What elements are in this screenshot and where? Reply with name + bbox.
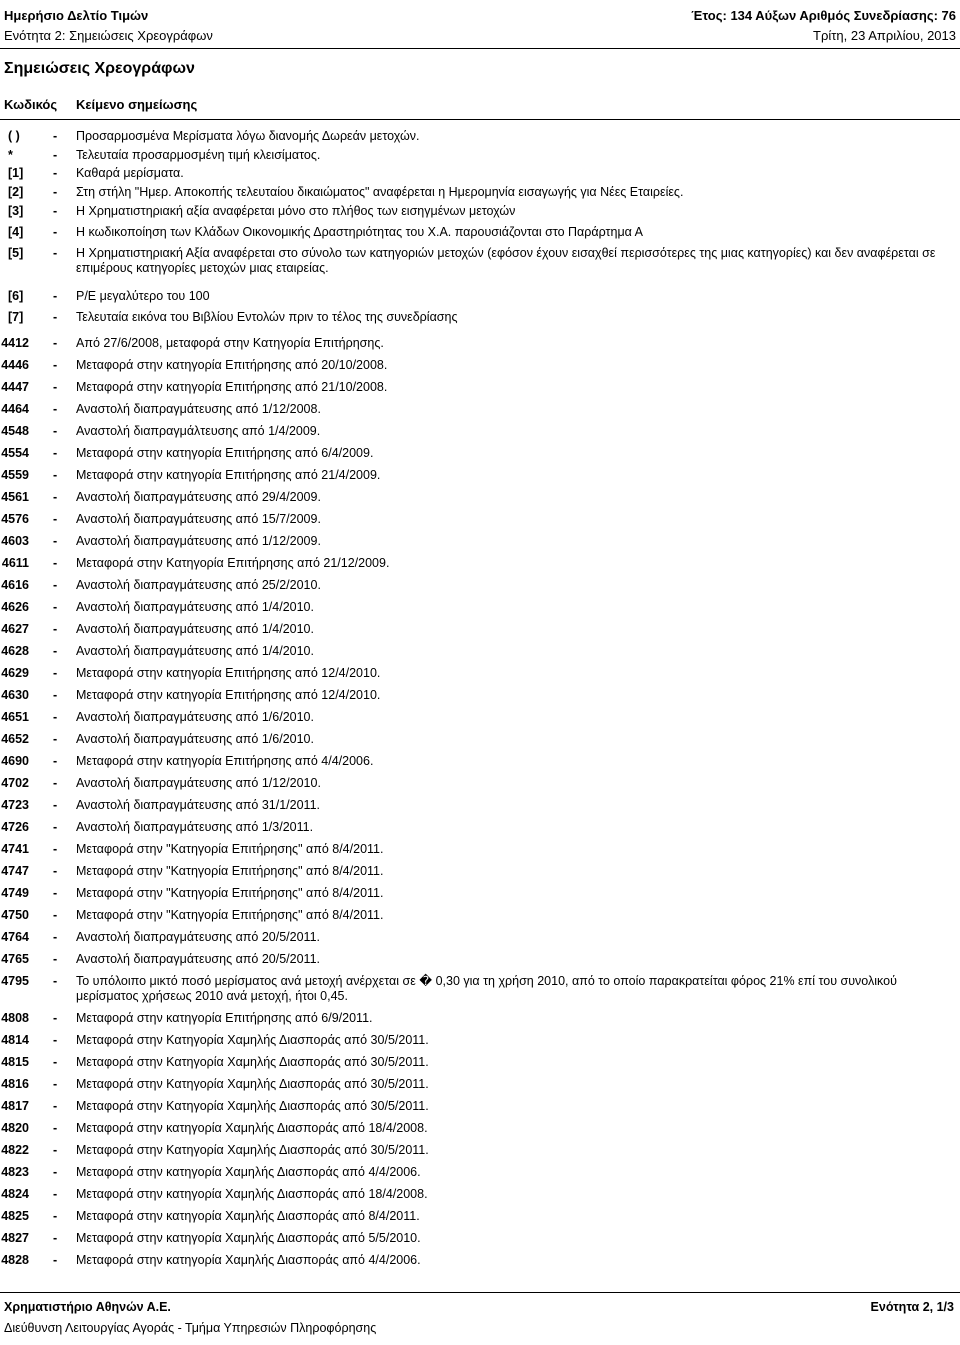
code-note-row — [0, 1033, 960, 1048]
note-text: Μεταφορά στην Κατηγορία Επιτήρησης από 21/12/2009. — [76, 556, 390, 570]
code-note-row — [0, 1231, 960, 1246]
note-code: [2] — [8, 185, 24, 199]
symbol-note-row — [0, 246, 960, 276]
note-separator: - — [53, 930, 58, 944]
note-text: Ρ/Ε μεγαλύτερο του 100 — [76, 289, 210, 303]
note-text: Από 27/6/2008, μεταφορά στην Κατηγορία Επιτήρησης. — [76, 336, 384, 350]
note-separator: - — [53, 908, 58, 922]
code-note-row — [0, 534, 960, 549]
note-separator: - — [53, 754, 58, 768]
note-separator: - — [53, 1165, 58, 1179]
code-note-row — [0, 754, 960, 769]
note-code: ( ) — [8, 129, 20, 143]
note-code: 4576 — [1, 512, 29, 526]
note-text: Μεταφορά στην "Κατηγορία Επιτήρησης" από 8/4/2011. — [76, 908, 384, 922]
note-code: 4446 — [1, 358, 29, 372]
note-separator: - — [53, 556, 58, 570]
note-code: 4554 — [1, 446, 29, 460]
code-note-row — [0, 732, 960, 747]
note-code: 4628 — [1, 644, 29, 658]
symbol-note-row — [0, 185, 960, 200]
column-header-divider — [0, 119, 960, 120]
note-code: 4627 — [1, 622, 29, 636]
note-separator: - — [53, 166, 58, 180]
code-note-row — [0, 644, 960, 659]
column-header-code: Κωδικός — [4, 97, 58, 112]
code-note-row — [0, 930, 960, 945]
note-text: Αναστολή διαπραγμάλτευσης από 1/4/2009. — [76, 424, 321, 438]
note-code: 4616 — [1, 578, 29, 592]
note-code: 4626 — [1, 600, 29, 614]
footer-department: Διεύθυνση Λειτουργίας Αγοράς - Τμήμα Υπηρεσιών Πληροφόρησης — [4, 1321, 377, 1335]
note-text: Αναστολή διαπραγμάτευσης από 1/3/2011. — [76, 820, 314, 834]
note-text: Μεταφορά στην κατηγορία Επιτήρησης από 12/4/2010. — [76, 688, 381, 702]
note-code: 4749 — [1, 886, 29, 900]
note-text: Η κωδικοποίηση των Κλάδων Οικονομικής Δραστηριότητας του Χ.Α. παρουσιάζονται στο Παράρτημα Α — [76, 225, 643, 239]
note-separator: - — [53, 842, 58, 856]
header-date: Τρίτη, 23 Απριλίου, 2013 — [813, 28, 956, 43]
note-separator: - — [53, 1187, 58, 1201]
header-divider — [0, 48, 960, 49]
note-separator: - — [53, 1077, 58, 1091]
code-note-row — [0, 1187, 960, 1202]
note-separator: - — [53, 246, 58, 260]
note-separator: - — [53, 1121, 58, 1135]
note-separator: - — [53, 446, 58, 460]
note-separator: - — [53, 1055, 58, 1069]
code-note-row — [0, 776, 960, 791]
symbol-note-row — [0, 310, 960, 325]
note-code: 4559 — [1, 468, 29, 482]
note-separator: - — [53, 952, 58, 966]
note-text: Μεταφορά στην κατηγορία Επιτήρησης από 6/4/2009. — [76, 446, 374, 460]
note-text: Μεταφορά στην κατηγορία Επιτήρησης από 12/4/2010. — [76, 666, 381, 680]
note-separator: - — [53, 310, 58, 324]
code-note-row — [0, 1121, 960, 1136]
header-section-subtitle: Ενότητα 2: Σημειώσεις Χρεογράφων — [4, 28, 213, 43]
note-text: Μεταφορά στην "Κατηγορία Επιτήρησης" από 8/4/2011. — [76, 886, 384, 900]
note-code: 4750 — [1, 908, 29, 922]
note-separator: - — [53, 1209, 58, 1223]
code-note-row — [0, 666, 960, 681]
note-code: 4823 — [1, 1165, 29, 1179]
code-note-row — [0, 468, 960, 483]
note-separator: - — [53, 798, 58, 812]
code-note-row — [0, 622, 960, 637]
header-publication-title: Ημερήσιο Δελτίο Τιμών — [4, 8, 149, 23]
code-note-row — [0, 1077, 960, 1092]
note-text: Μεταφορά στην κατηγορία Χαμηλής Διασποράς από 18/4/2008. — [76, 1187, 428, 1201]
note-separator: - — [53, 578, 58, 592]
note-code: 4795 — [1, 974, 29, 988]
note-separator: - — [53, 380, 58, 394]
note-text: Μεταφορά στην κατηγορία Επιτήρησης από 20/10/2008. — [76, 358, 388, 372]
note-separator: - — [53, 622, 58, 636]
note-text: Μεταφορά στην κατηγορία Επιτήρησης από 6/9/2011. — [76, 1011, 373, 1025]
note-text: Το υπόλοιπο μικτό ποσό μερίσματος ανά μετοχή ανέρχεται σε � 0,30 για τη χρήση 2010, από το οποίο παρακρατείται φόρος 21% επί του συνολικού μερίσματος χρήσεως 2010 ανά μετοχή, ήτοι 0,45. — [76, 974, 897, 1003]
code-note-row — [0, 1253, 960, 1268]
note-text: Μεταφορά στην κατηγορία Επιτήρησης από 4/4/2006. — [76, 754, 374, 768]
code-note-row — [0, 336, 960, 351]
note-code: 4765 — [1, 952, 29, 966]
note-text: Μεταφορά στην Κατηγορία Χαμηλής Διασποράς από 30/5/2011. — [76, 1077, 429, 1091]
note-separator: - — [53, 864, 58, 878]
note-separator: - — [53, 490, 58, 504]
note-separator: - — [53, 820, 58, 834]
note-text: Μεταφορά στην κατηγορία Χαμηλής Διασποράς από 18/4/2008. — [76, 1121, 428, 1135]
symbol-note-row — [0, 204, 960, 219]
code-note-row — [0, 952, 960, 967]
note-text: Μεταφορά στην κατηγορία Επιτήρησης από 21/10/2008. — [76, 380, 388, 394]
note-text: Καθαρά μερίσματα. — [76, 166, 184, 180]
note-separator: - — [53, 534, 58, 548]
code-note-row — [0, 908, 960, 923]
note-code: 4611 — [1, 556, 29, 570]
note-code: 4702 — [1, 776, 29, 790]
note-separator: - — [53, 148, 58, 162]
note-code: 4447 — [1, 380, 29, 394]
code-note-row — [0, 688, 960, 703]
note-code: 4652 — [1, 732, 29, 746]
note-separator: - — [53, 336, 58, 350]
note-code: 4814 — [1, 1033, 29, 1047]
note-text: Μεταφορά στην κατηγορία Επιτήρησης από 21/4/2009. — [76, 468, 381, 482]
note-code: [4] — [8, 225, 24, 239]
note-code: 4827 — [1, 1231, 29, 1245]
note-code: 4764 — [1, 930, 29, 944]
symbol-note-row — [0, 129, 960, 144]
note-text: Αναστολή διαπραγμάτευσης από 1/4/2010. — [76, 600, 314, 614]
symbol-note-row — [0, 166, 960, 181]
note-separator: - — [53, 1099, 58, 1113]
note-separator: - — [53, 974, 58, 988]
footer-divider — [0, 1292, 960, 1293]
note-text: Μεταφορά στην κατηγορία Χαμηλής Διασποράς από 4/4/2006. — [76, 1165, 421, 1179]
note-code: 4629 — [1, 666, 29, 680]
note-code: 4817 — [1, 1099, 29, 1113]
note-text: Αναστολή διαπραγμάτευσης από 1/6/2010. — [76, 732, 314, 746]
footer-section-page: Ενότητα 2, 1/3 — [870, 1300, 954, 1314]
code-note-row — [0, 380, 960, 395]
note-code: [6] — [8, 289, 24, 303]
note-separator: - — [53, 225, 58, 239]
header-year-session: Έτος: 134 Αύξων Αριθμός Συνεδρίασης: 76 — [691, 8, 956, 23]
note-text: Μεταφορά στην κατηγορία Χαμηλής Διασποράς από 4/4/2006. — [76, 1253, 421, 1267]
note-text: Αναστολή διαπραγμάτευσης από 25/2/2010. — [76, 578, 321, 592]
note-separator: - — [53, 468, 58, 482]
note-separator: - — [53, 1231, 58, 1245]
note-text: Μεταφορά στην κατηγορία Χαμηλής Διασποράς από 8/4/2011. — [76, 1209, 420, 1223]
symbol-note-row — [0, 225, 960, 240]
note-code: 4815 — [1, 1055, 29, 1069]
note-separator: - — [53, 666, 58, 680]
note-text: Μεταφορά στην Κατηγορία Χαμηλής Διασποράς από 30/5/2011. — [76, 1099, 429, 1113]
note-text: Μεταφορά στην "Κατηγορία Επιτήρησης" από 8/4/2011. — [76, 864, 384, 878]
note-separator: - — [53, 204, 58, 218]
note-separator: - — [53, 710, 58, 724]
note-separator: - — [53, 776, 58, 790]
note-code: [5] — [8, 246, 24, 260]
note-separator: - — [53, 644, 58, 658]
note-separator: - — [53, 185, 58, 199]
code-note-row — [0, 1143, 960, 1158]
code-note-row — [0, 446, 960, 461]
note-text: Προσαρμοσμένα Μερίσματα λόγω διανομής Δωρεάν μετοχών. — [76, 129, 420, 143]
code-note-row — [0, 424, 960, 439]
code-note-row — [0, 974, 960, 1004]
note-text: Αναστολή διαπραγμάτευσης από 1/6/2010. — [76, 710, 314, 724]
note-text: Αναστολή διαπραγμάτευσης από 1/4/2010. — [76, 622, 314, 636]
note-code: 4828 — [1, 1253, 29, 1267]
code-note-row — [0, 1099, 960, 1114]
code-note-row — [0, 710, 960, 725]
code-note-row — [0, 842, 960, 857]
note-text: Αναστολή διαπραγμάτευσης από 29/4/2009. — [76, 490, 321, 504]
note-separator: - — [53, 1253, 58, 1267]
note-text: Μεταφορά στην κατηγορία Χαμηλής Διασποράς από 5/5/2010. — [76, 1231, 421, 1245]
note-text: Αναστολή διαπραγμάτευσης από 1/12/2009. — [76, 534, 321, 548]
note-text: Μεταφορά στην Κατηγορία Χαμηλής Διασποράς από 30/5/2011. — [76, 1055, 429, 1069]
note-separator: - — [53, 358, 58, 372]
code-note-row — [0, 402, 960, 417]
note-separator: - — [53, 129, 58, 143]
note-text: Αναστολή διαπραγμάτευσης από 1/12/2010. — [76, 776, 321, 790]
code-note-row — [0, 1209, 960, 1224]
code-note-row — [0, 886, 960, 901]
symbol-note-row — [0, 289, 960, 304]
note-code: 4824 — [1, 1187, 29, 1201]
code-note-row — [0, 600, 960, 615]
note-code: 4820 — [1, 1121, 29, 1135]
note-separator: - — [53, 289, 58, 303]
symbol-note-row — [0, 148, 960, 163]
note-text: Μεταφορά στην Κατηγορία Χαμηλής Διασποράς από 30/5/2011. — [76, 1143, 429, 1157]
note-code: [7] — [8, 310, 24, 324]
code-note-row — [0, 512, 960, 527]
note-text: Μεταφορά στην "Κατηγορία Επιτήρησης" από 8/4/2011. — [76, 842, 384, 856]
column-header-text: Κείμενο σημείωσης — [76, 97, 198, 112]
note-separator: - — [53, 1011, 58, 1025]
code-note-row — [0, 358, 960, 373]
note-code: 4808 — [1, 1011, 29, 1025]
note-code: 4825 — [1, 1209, 29, 1223]
notes-list — [0, 129, 960, 1275]
note-text: Τελευταία εικόνα του Βιβλίου Εντολών πριν το τέλος της συνεδρίασης — [76, 310, 458, 324]
note-text: Αναστολή διαπραγμάτευσης από 15/7/2009. — [76, 512, 321, 526]
note-text: Τελευταία προσαρμοσμένη τιμή κλεισίματος. — [76, 148, 321, 162]
code-note-row — [0, 490, 960, 505]
note-text: Η Χρηματιστηριακή Αξία αναφέρεται στο σύνολο των κατηγοριών μετοχών (εφόσον έχουν εισαχθεί περισσότερες της μιας κατηγορίες) και δεν αναφέρεται σε επιμέρους κατηγορίες μετοχών μιας εταιρείας. — [76, 246, 936, 275]
note-code: 4651 — [1, 710, 29, 724]
note-text: Αναστολή διαπραγμάτευσης από 1/4/2010. — [76, 644, 314, 658]
note-separator: - — [53, 600, 58, 614]
code-note-row — [0, 798, 960, 813]
code-note-row — [0, 820, 960, 835]
note-text: Αναστολή διαπραγμάτευσης από 31/1/2011. — [76, 798, 320, 812]
code-note-row — [0, 1165, 960, 1180]
code-note-row — [0, 578, 960, 593]
note-code: 4723 — [1, 798, 29, 812]
note-separator: - — [53, 732, 58, 746]
note-code: 4603 — [1, 534, 29, 548]
note-code: 4822 — [1, 1143, 29, 1157]
note-code: * — [8, 148, 13, 162]
note-code: 4464 — [1, 402, 29, 416]
code-note-row — [0, 1011, 960, 1026]
footer-organization: Χρηματιστήριο Αθηνών Α.Ε. — [4, 1300, 171, 1314]
note-separator: - — [53, 402, 58, 416]
code-note-row — [0, 864, 960, 879]
note-code: 4726 — [1, 820, 29, 834]
note-separator: - — [53, 424, 58, 438]
note-code: 4690 — [1, 754, 29, 768]
note-separator: - — [53, 1033, 58, 1047]
code-note-row — [0, 556, 960, 571]
note-text: Αναστολή διαπραγμάτευσης από 1/12/2008. — [76, 402, 321, 416]
note-text: Η Χρηματιστηριακή αξία αναφέρεται μόνο στο πλήθος των εισηγμένων μετοχών — [76, 204, 516, 218]
note-separator: - — [53, 1143, 58, 1157]
code-note-row — [0, 1055, 960, 1070]
note-separator: - — [53, 688, 58, 702]
note-separator: - — [53, 512, 58, 526]
note-code: 4630 — [1, 688, 29, 702]
note-code: 4747 — [1, 864, 29, 878]
note-code: [1] — [8, 166, 24, 180]
note-code: 4816 — [1, 1077, 29, 1091]
note-text: Αναστολή διαπραγμάτευσης από 20/5/2011. — [76, 952, 320, 966]
note-code: [3] — [8, 204, 24, 218]
note-text: Αναστολή διαπραγμάτευσης από 20/5/2011. — [76, 930, 320, 944]
page-title: Σημειώσεις Χρεογράφων — [4, 60, 195, 77]
note-text: Στη στήλη "Ημερ. Αποκοπής τελευταίου δικαιώματος" αναφέρεται η Ημερομηνία εισαγωγής για Νέες Εταιρείες. — [76, 185, 684, 199]
note-code: 4548 — [1, 424, 29, 438]
note-code: 4412 — [1, 336, 29, 350]
note-code: 4741 — [1, 842, 29, 856]
note-code: 4561 — [1, 490, 29, 504]
note-text: Μεταφορά στην Κατηγορία Χαμηλής Διασποράς από 30/5/2011. — [76, 1033, 429, 1047]
note-separator: - — [53, 886, 58, 900]
